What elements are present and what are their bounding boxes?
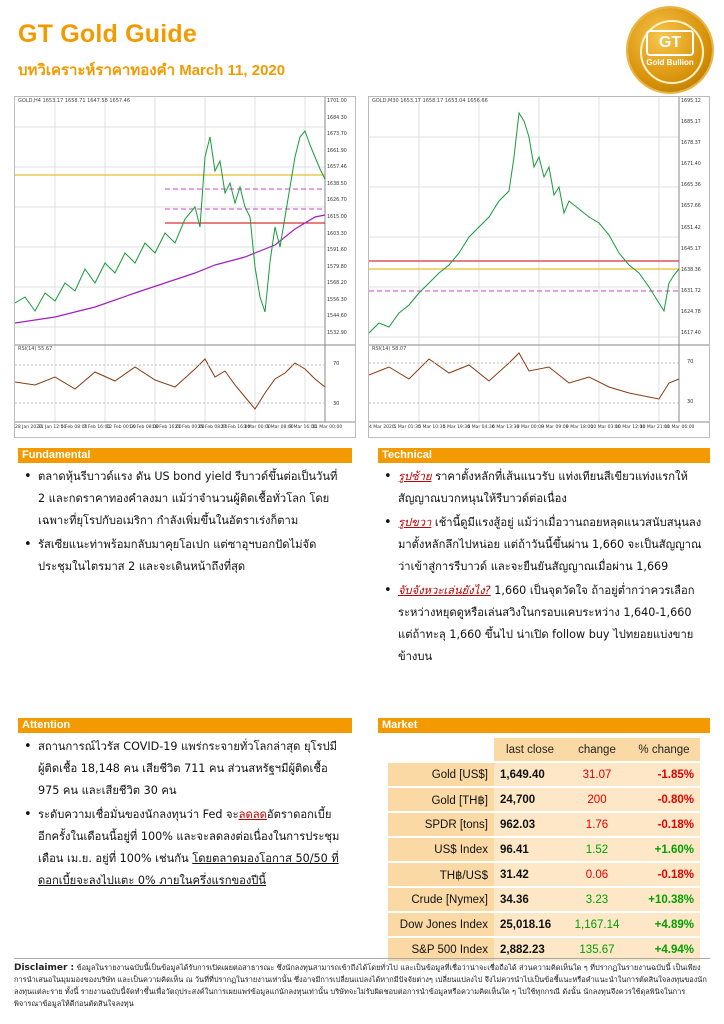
market-row-last: 24,700 bbox=[494, 787, 566, 812]
date-tick-label: 10 Mar 21:00 bbox=[639, 425, 670, 430]
chart-right-price-ticks bbox=[681, 99, 709, 339]
disclaimer-divider bbox=[14, 958, 710, 959]
market-row-name: Crude [Nymex] bbox=[388, 887, 494, 912]
rsi-line bbox=[15, 359, 325, 409]
gt-logo bbox=[628, 8, 712, 92]
price-tick-label: 1631.72 bbox=[681, 288, 701, 294]
market-row-name: Gold [TH฿] bbox=[388, 787, 494, 812]
market-row-change: 0.06 bbox=[566, 862, 628, 887]
market-table-body bbox=[388, 762, 700, 962]
price-tick-label: 30 bbox=[687, 399, 694, 405]
date-tick-label: 6 Mar 04:30 bbox=[467, 425, 495, 430]
market-row-last: 96.41 bbox=[494, 837, 566, 862]
fundamental-list bbox=[24, 466, 342, 580]
date-tick-label: 3 Mar 00:00 bbox=[243, 425, 271, 430]
market-header-row bbox=[388, 738, 700, 762]
date-tick-label: 5 Feb 08:00 bbox=[60, 425, 88, 430]
market-row-last: 34.36 bbox=[494, 887, 566, 912]
date-tick-label: 27 Feb 16:00 bbox=[220, 425, 251, 430]
chart-right-header: GOLD,M30 1653.17 1658.17 1653.04 1656.66 bbox=[372, 98, 488, 104]
price-tick-label: 1603.30 bbox=[327, 231, 347, 237]
market-row-last: 31.42 bbox=[494, 862, 566, 887]
date-tick-label: 5 Mar 19:30 bbox=[442, 425, 471, 430]
price-series bbox=[369, 113, 679, 333]
chart-right-date-ticks bbox=[369, 425, 709, 435]
market-row-pct: -1.85% bbox=[628, 762, 700, 787]
date-tick-label: 5 Mar 01:30 bbox=[393, 425, 421, 430]
market-row-change: 200 bbox=[566, 787, 628, 812]
price-tick-label: 1645.17 bbox=[681, 246, 701, 252]
date-tick-label: 31 Jan 12:00 bbox=[37, 425, 67, 430]
market-row-change: 3.23 bbox=[566, 887, 628, 912]
date-tick-label: 25 Feb 08:00 bbox=[197, 425, 228, 430]
date-tick-label: 12 Feb 00:00 bbox=[106, 425, 136, 430]
price-tick-label: 70 bbox=[333, 361, 340, 367]
price-tick-label: 1665.36 bbox=[681, 183, 701, 189]
price-tick-label: 1638.50 bbox=[327, 181, 347, 187]
price-tick-label: 1671.40 bbox=[681, 162, 701, 168]
chart-left-price-ticks bbox=[327, 99, 355, 339]
date-tick-label: 9 Mar 16:00 bbox=[289, 425, 317, 430]
date-tick-label: 9 Mar 18:00 bbox=[565, 425, 594, 430]
attention-heading: Attention bbox=[18, 718, 352, 733]
report-title: GT Gold Guide bbox=[18, 20, 197, 48]
date-tick-label: 4 Mar 2020 bbox=[369, 425, 395, 430]
market-row-name: SPDR [tons] bbox=[388, 812, 494, 837]
market-row-pct: -0.18% bbox=[628, 862, 700, 887]
price-tick-label: 1673.70 bbox=[327, 132, 347, 138]
price-tick-label: 1626.70 bbox=[327, 198, 347, 204]
chart-left-header: GOLD,H4 1653.17 1658.71 1647.58 1657.46 bbox=[18, 98, 131, 104]
chart-left-rsi-ticks bbox=[333, 361, 353, 411]
price-tick-label: 1657.46 bbox=[327, 165, 347, 171]
price-tick-label: 70 bbox=[687, 359, 694, 365]
market-row-name: Dow Jones Index bbox=[388, 912, 494, 937]
fundamental-heading: Fundamental bbox=[18, 448, 352, 463]
technical-item-lead: รูปซ้าย bbox=[398, 470, 432, 483]
price-tick-label: 1615.00 bbox=[327, 215, 347, 220]
date-tick-label: 5 Mar 10:30 bbox=[418, 425, 446, 430]
price-tick-label: 1684.30 bbox=[327, 115, 347, 121]
report-subtitle: บทวิเคราะห์ราคาทองคำ March 11, 2020 bbox=[18, 62, 286, 79]
date-tick-label: 6 Mar 13:30 bbox=[492, 425, 520, 430]
disclaimer-text: ข้อมูลในรายงานฉบับนี้เป็นข้อมูลได้รับการเปิดเผยต่อสาธารณะ ซึ่งนักลงทุนสามารถเข้าถึงได้โดยทั่วไป และเป็นข้อมูลที่เชื่อว่าน่าจะเชื่อถือได้ ส่วนความคิดเห็นใด ๆ ที่ปรากฏในรายงานฉบับนี้ เป็นเพียงการนำเสนอในมุมมองของบริษัท และเป็นความคิดเห็น ณ วันที่ที่ปรากฏในรายงานเท่านั้น ซึ่งอาจมีการเปลี่ยนแปลงได้หากมีปัจจัยต่างๆ เปลี่ยนแปลงไป จึงไม่ควรนำไปเป็นข้อชี้แนะหรือคำแนะนำในการตัดสินใจลงทุนของนักลงทุนแต่ละราย ทั้งนี้ รายงานฉบับนี้จัดทำขึ้นเพื่อวัตถุประสงค์ในการเผยแพร่ข้อมูลแก่นักลงทุนเท่านั้น บริษัทจะไม่รับผิดชอบต่อการนำข้อมูลหรือความคิดเห็นใด ๆ ไปใช้ทุกกรณี ดังนั้น นักลงทุนจึงควรใช้ดุลพินิจในการพิจารณาข้อมูลให้ดีก่อนตัดสินใจลงทุน bbox=[14, 963, 707, 1008]
date-tick-label: 9 Mar 00:00 bbox=[516, 425, 544, 430]
date-tick-label: 5 Mar 08:00 bbox=[266, 425, 294, 430]
price-tick-label: 1591.60 bbox=[327, 248, 347, 254]
price-tick-label: 1678.37 bbox=[681, 141, 701, 147]
market-row bbox=[388, 887, 700, 912]
price-tick-label: 1701.00 bbox=[327, 99, 347, 104]
technical-item-text: 1,660 เป็นจุดวัดใจ ถ้าอยู่ต่ำกว่าควรเลือกระหว่างหยุดดูหรือเล่นสวิงในกรอบแคบระหว่าง 1,640-1,660 แต่ถ้าทะลุ 1,660 ขึ้นไป น่าเปิด follow buy ไปทยอยแบ่งขายข้างบน bbox=[398, 584, 695, 663]
fundamental-item: • ตลาดหุ้นรีบาวด์แรง ดัน US bond yield รีบาวด์ขึ้นต่อเป็นวันที่ 2 และกดราคาทองคำลงมา แม้ว่าจำนวนผู้ติดเชื้อทั่วโลก โดยเฉพาะที่ยุโรปกับอเมริกา กำลังเพิ่มขึ้นในอัตราเร่งก็ตาม bbox=[24, 466, 342, 532]
market-row-pct: +4.89% bbox=[628, 912, 700, 937]
date-tick-label: 18 Feb 16:00 bbox=[152, 425, 182, 430]
market-row-pct: +1.60% bbox=[628, 837, 700, 862]
market-row-last: 2,882.23 bbox=[494, 937, 566, 962]
logo-mark: GT bbox=[646, 30, 694, 56]
date-tick-label: 11 Mar 06:00 bbox=[664, 425, 695, 430]
price-tick-label: 1657.66 bbox=[681, 204, 701, 210]
technical-list bbox=[384, 466, 702, 670]
market-row bbox=[388, 837, 700, 862]
attention-item bbox=[24, 804, 342, 892]
market-col-change: change bbox=[566, 738, 628, 762]
technical-item-lead: รูปขวา bbox=[398, 516, 432, 529]
market-row-pct: +4.94% bbox=[628, 937, 700, 962]
attention-emphasis: ลดลด bbox=[238, 808, 267, 821]
date-tick-label: 28 Jan 2020 bbox=[15, 425, 42, 430]
chart-gold-m30 bbox=[368, 96, 710, 438]
market-row bbox=[388, 762, 700, 787]
date-tick-label: 10 Mar 12:00 bbox=[615, 425, 646, 430]
technical-item-lead: จับจังหวะเล่นยังไง? bbox=[398, 584, 491, 597]
price-tick-label: 1624.78 bbox=[681, 309, 701, 315]
date-tick-label: 7 Feb 16:00 bbox=[83, 425, 111, 430]
chart-left-indicator-label: RSI(14) 55.67 bbox=[18, 346, 53, 352]
price-tick-label: 1532.90 bbox=[327, 331, 347, 336]
market-heading: Market bbox=[378, 718, 710, 733]
market-row-change: 31.07 bbox=[566, 762, 628, 787]
attention-item: • สถานการณ์ไวรัส COVID-19 แพร่กระจายทั่วโลกล่าสุด ยุโรปมีผู้ติดเชื้อ 18,148 คน เสียชีวิต 711 คน ส่วนสหรัฐฯมีผู้ติดเชื้อ 975 คน และเสียชีวิต 30 คน bbox=[24, 736, 342, 802]
market-row-change: 1.52 bbox=[566, 837, 628, 862]
market-row-pct: -0.18% bbox=[628, 812, 700, 837]
chart-gold-h4 bbox=[14, 96, 356, 438]
market-table bbox=[388, 738, 700, 963]
price-tick-label: 1695.12 bbox=[681, 99, 701, 104]
date-tick-label: 21 Feb 00:00 bbox=[175, 425, 205, 430]
market-row-name: Gold [US$] bbox=[388, 762, 494, 787]
moving-average bbox=[15, 215, 325, 323]
market-row bbox=[388, 812, 700, 837]
disclaimer bbox=[14, 962, 710, 1010]
market-header-blank bbox=[388, 738, 494, 762]
price-tick-label: 1579.80 bbox=[327, 264, 347, 270]
market-row-change: 1,167.14 bbox=[566, 912, 628, 937]
market-col-last: last close bbox=[494, 738, 566, 762]
technical-item bbox=[384, 580, 702, 668]
market-row-change: 1.76 bbox=[566, 812, 628, 837]
market-row-last: 962.03 bbox=[494, 812, 566, 837]
rsi-line bbox=[369, 353, 679, 399]
date-tick-label: 11 Mar 00:00 bbox=[312, 425, 343, 430]
gridlines bbox=[15, 97, 325, 422]
market-row bbox=[388, 787, 700, 812]
chart-gold-m30-svg bbox=[369, 97, 709, 437]
market-row-last: 25,018.16 bbox=[494, 912, 566, 937]
gridlines bbox=[369, 97, 679, 422]
price-tick-label: 1568.20 bbox=[327, 281, 347, 287]
chart-right-indicator-label: RSI(14) 58.07 bbox=[372, 346, 407, 352]
price-series bbox=[15, 131, 325, 312]
technical-item bbox=[384, 466, 702, 510]
attention-list bbox=[24, 736, 342, 894]
market-row-change: 135.67 bbox=[566, 937, 628, 962]
price-tick-label: 1661.90 bbox=[327, 148, 347, 154]
market-row-name: S&P 500 Index bbox=[388, 937, 494, 962]
date-tick-label: 10 Mar 03:00 bbox=[590, 425, 621, 430]
price-tick-label: 1556.30 bbox=[327, 297, 347, 303]
attention-underlined: โดยตลาดมองโอกาส 50/50 ที่ดอกเบี้ยจะลงไปแตะ 0% ภายในครึ่งแรกของปีนี้ bbox=[38, 852, 339, 887]
market-row-pct: +10.38% bbox=[628, 887, 700, 912]
price-tick-label: 1617.40 bbox=[681, 331, 701, 336]
technical-heading: Technical bbox=[378, 448, 710, 463]
price-tick-label: 1685.17 bbox=[681, 120, 701, 126]
date-tick-label: 9 Mar 09:00 bbox=[541, 425, 569, 430]
market-row-last: 1,649.40 bbox=[494, 762, 566, 787]
attention-text: ระดับความเชื่อมั่นของนักลงทุนว่า Fed จะ bbox=[38, 808, 239, 821]
fundamental-item: • รัสเซียแนะท่าพร้อมกลับมาคุยโอเปก แต่ซาอุฯบอกปัดไม่จัดประชุมในไตรมาส 2 และจะเดินหน้าถึงที่สุด bbox=[24, 534, 342, 578]
market-row bbox=[388, 862, 700, 887]
market-col-pct: % change bbox=[628, 738, 700, 762]
price-tick-label: 1544.60 bbox=[327, 314, 347, 320]
market-row-pct: -0.80% bbox=[628, 787, 700, 812]
logo-label: Gold Bullion bbox=[646, 58, 694, 67]
chart-gold-h4-svg bbox=[15, 97, 355, 437]
market-row bbox=[388, 912, 700, 937]
technical-item-text: ราคาตั้งหลักที่เส้นแนวรับ แท่งเทียนสีเขียวแท่งแรกให้สัญญาณบวกหนุนให้รีบาวด์ต่อเนื่อง bbox=[398, 470, 688, 505]
chart-left-date-ticks bbox=[15, 425, 355, 435]
attention-text: อัตราดอกเบี้ยอีกครั้งในเดือนนี้อยู่ที่ 100% และจะลดลงต่อเนื่องในการประชุมเดือน เม.ย. อยู่ที่ 100% เช่นกัน bbox=[38, 808, 340, 865]
date-tick-label: 14 Feb 08:00 bbox=[129, 425, 159, 430]
chart-right-rsi-ticks bbox=[687, 359, 707, 409]
technical-item bbox=[384, 512, 702, 578]
price-tick-label: 1651.42 bbox=[681, 225, 701, 231]
technical-item-text: เช้านี้ดูมีแรงสู้อยู่ แม้ว่าเมื่อวานถอยหลุดแนวสนับสนุนลงมาตั้งหลักลึกไปหน่อย แต่ถ้าวันนี้ขึ้นผ่าน 1,660 จะเป็นสัญญาณว่าเข้าสู่การรีบาวด์ และจะยืนยันสัญญาณเมื่อผ่าน 1,669 bbox=[398, 516, 702, 573]
price-tick-label: 30 bbox=[333, 401, 340, 407]
market-row-name: US$ Index bbox=[388, 837, 494, 862]
price-tick-label: 1638.36 bbox=[681, 267, 701, 273]
disclaimer-label: Disclaimer : bbox=[14, 963, 75, 973]
market-row-name: TH฿/US$ bbox=[388, 862, 494, 887]
